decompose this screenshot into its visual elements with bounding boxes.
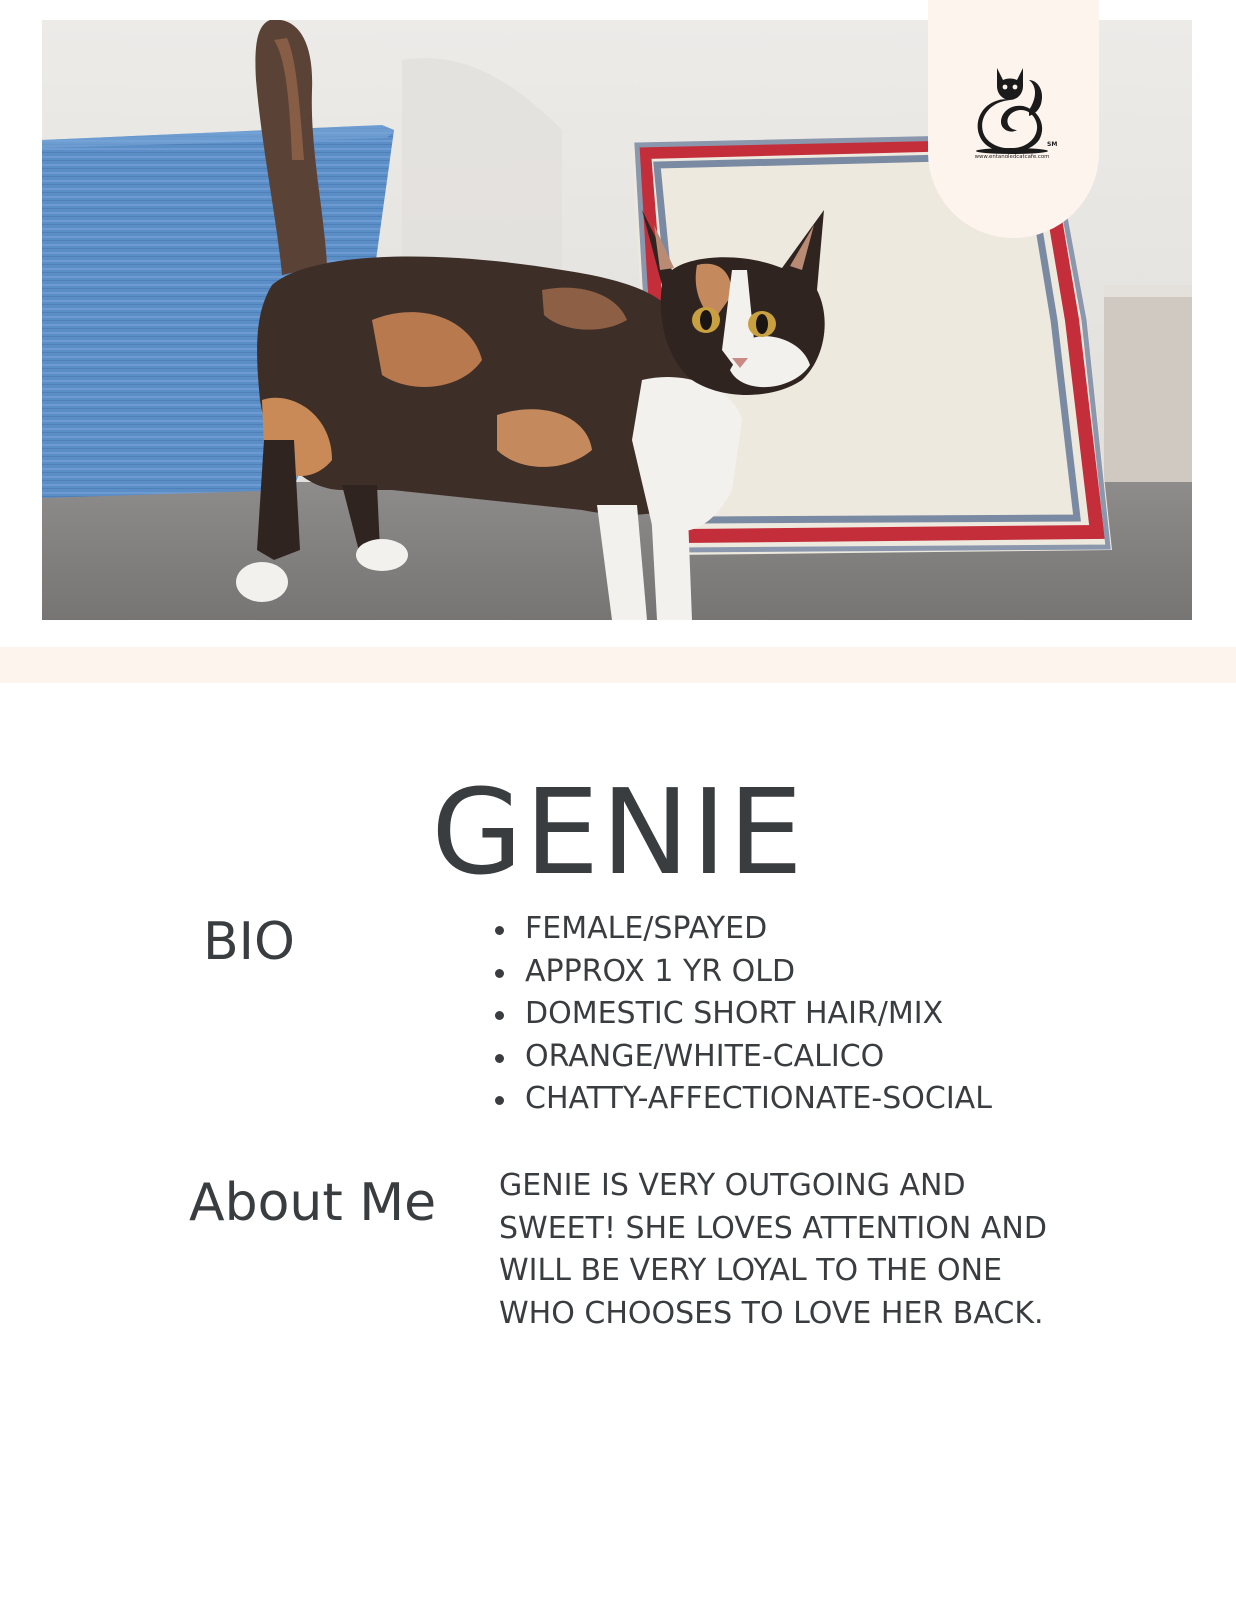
bio-item-text: CHATTY-AFFECTIONATE-SOCIAL: [525, 1081, 992, 1116]
divider-band: [0, 647, 1236, 683]
bio-item-text: APPROX 1 YR OLD: [525, 953, 796, 989]
cat-logo-icon: [967, 58, 1057, 158]
cat-name-title: GENIE: [431, 763, 805, 902]
bullet-icon: [495, 926, 504, 935]
bio-item: [492, 1078, 992, 1121]
bio-item: [492, 993, 992, 1036]
bio-heading: BIO: [203, 912, 295, 972]
bullet-icon: [495, 1011, 504, 1020]
bio-item: [492, 1036, 992, 1079]
about-text: GENIE IS VERY OUTGOING AND SWEET! SHE LOVES ATTENTION AND WILL BE VERY LOYAL TO THE ONE WHO CHOOSES TO LOVE HER BACK.: [499, 1168, 1047, 1331]
bio-item-text: DOMESTIC SHORT HAIR/MIX: [525, 996, 944, 1031]
bio-list: [492, 908, 992, 1121]
bullet-icon: [495, 1054, 504, 1063]
bio-item-text: ORANGE/WHITE-CALICO: [525, 1038, 885, 1074]
bullet-icon: [495, 1096, 504, 1105]
bullet-icon: [495, 969, 504, 978]
logo-tab: [928, 0, 1099, 238]
logo-trademark: SM: [1047, 141, 1057, 148]
logo-url: www.entangledcatcafe.com: [974, 154, 1050, 158]
bio-item-text: FEMALE/SPAYED: [525, 911, 768, 946]
about-heading: About Me: [189, 1173, 437, 1233]
bio-item: [492, 908, 992, 951]
bio-item: [492, 951, 992, 994]
